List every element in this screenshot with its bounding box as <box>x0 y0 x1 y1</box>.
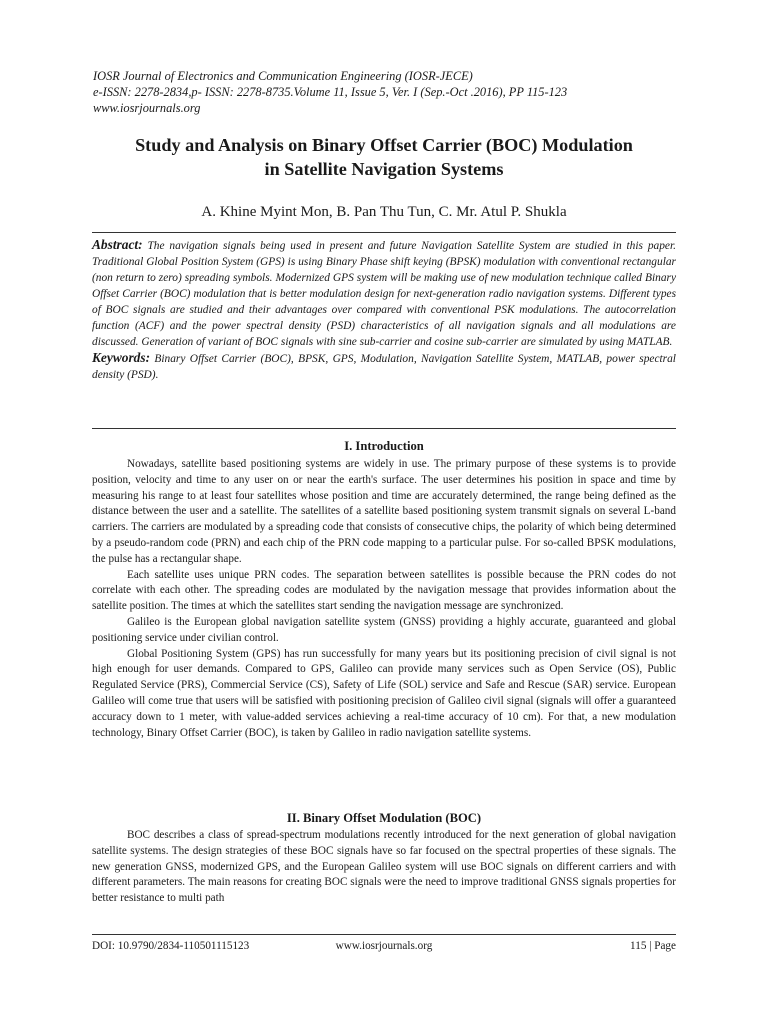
keywords-text: Binary Offset Carrier (BOC), BPSK, GPS, Modulation, Navigation Satellite System, MATLAB, power spectral density (PSD). <box>92 353 676 381</box>
paragraph: Each satellite uses unique PRN codes. The separation between satellites is possible because the PRN codes do not correlate with each other. The spreading codes are modulated by the navigation message that provides information about the satellite position. The times at which the satellites start sending the navigation message are synchronized. <box>92 568 676 613</box>
paragraph: BOC describes a class of spread-spectrum modulations recently introduced for the next generation of global navigation satellite systems. The design strategies of these BOC signals have so far focused on the spectral properties of these signals. The new generation GNSS, modernized GPS, and the European Galileo system will use BOC signals on different carriers and with different parameters. The main reasons for creating BOC signals were the need to improve traditional GNSS signals properties for better resistance to multi path <box>92 829 676 905</box>
abstract-label: Abstract: <box>92 237 143 252</box>
abstract-top-rule <box>92 232 676 233</box>
footer-rule <box>92 934 676 935</box>
section-body-introduction <box>92 457 676 741</box>
journal-name: IOSR Journal of Electronics and Communication Engineering (IOSR-JECE) <box>93 69 473 83</box>
paper-title-line-2: in Satellite Navigation Systems <box>264 159 504 179</box>
abstract <box>92 237 676 350</box>
page-footer <box>92 938 676 954</box>
keywords <box>92 350 676 383</box>
paragraph: Global Positioning System (GPS) has run successfully for many years but its positioning precision of civil signal is not high enough for user demands. Compared to GPS, Galileo can provide many services such as Open Service (OS), Public Regulated Service (PRS), Commercial Service (CS), Safety of Life (SOL) service and Safe and Rescue (SAR) service. European Galileo will come true that users will be satisfied with positioning precision of Galileo civil signal (signals will offer a guaranteed accuracy down to 1 meter, with value-added services achieving a real-time accuracy of 10 cm). For that, a new modulation technology, Binary Offset Carrier (BOC), is taken by Galileo in radio navigation satellite systems. <box>92 647 676 739</box>
keywords-label: Keywords: <box>92 350 151 365</box>
authors: A. Khine Myint Mon, B. Pan Thu Tun, C. Mr. Atul P. Shukla <box>201 204 567 220</box>
abstract-block <box>92 237 676 383</box>
section-heading-boc: II. Binary Offset Modulation (BOC) <box>286 811 482 825</box>
paragraph: Galileo is the European global navigation satellite system (GNSS) providing a highly accurate, guaranteed and global positioning service under civilian control. <box>92 615 676 644</box>
paper-title <box>60 133 708 181</box>
section-body-boc <box>92 828 676 907</box>
footer-doi: DOI: 10.9790/2834-110501115123 <box>92 940 250 952</box>
section-heading-introduction: I. Introduction <box>344 439 424 453</box>
abstract-text: The navigation signals being used in present and future Navigation Satellite System are studied in this paper. Traditional Global Position System (GPS) is using Binary Phase shift keying (BPSK) modulation with conventional rectangular (non return to zero) spreading symbols. Modernized GPS system will be making use of new modulation technique called Binary Offset Carrier (BOC) modulation that is better modulation design for next-generation radio navigation systems. Different types of BOC signals are studied and their advantages over compared with conventional PSK modulations. The autocorrelation function (ACF) and the power spectral density (PSD) characteristics of all navigation signals and all modulations are discussed. Generation of variant of BOC signals with sine sub-carrier and cosine sub-carrier are simulated by using MATLAB. <box>92 240 676 348</box>
journal-issn: e-ISSN: 2278-2834,p- ISSN: 2278-8735.Volume 11, Issue 5, Ver. I (Sep.-Oct .2016), PP 115-123 <box>93 85 568 99</box>
footer-page-number: 115 | Page <box>630 940 676 952</box>
abstract-bottom-rule <box>92 428 676 429</box>
paragraph: Nowadays, satellite based positioning systems are widely in use. The primary purpose of these systems is to provide position, velocity and time to any user on or near the earth's surface. The user determines his position in space and time by measuring his range to at least four satellites whose position and time are accurately determined, the range being defined as the distance between the user and a satellite. The satellites of a satellite based positioning system transmit signals on several L-band carriers. The carriers are modulated by a spreading code that consists of consecutive chips, the polarity of which being determined by a pseudo-random code (PRN) and each chip of the PRN code mapping to a particular pulse. For so-called BPSK modulations, the pulse has a rectangular shape. <box>92 458 676 565</box>
journal-header <box>93 68 693 116</box>
footer-site: www.iosrjournals.org <box>335 940 433 952</box>
paper-title-line-1: Study and Analysis on Binary Offset Carrier (BOC) Modulation <box>135 135 633 155</box>
journal-site: www.iosrjournals.org <box>93 101 201 115</box>
